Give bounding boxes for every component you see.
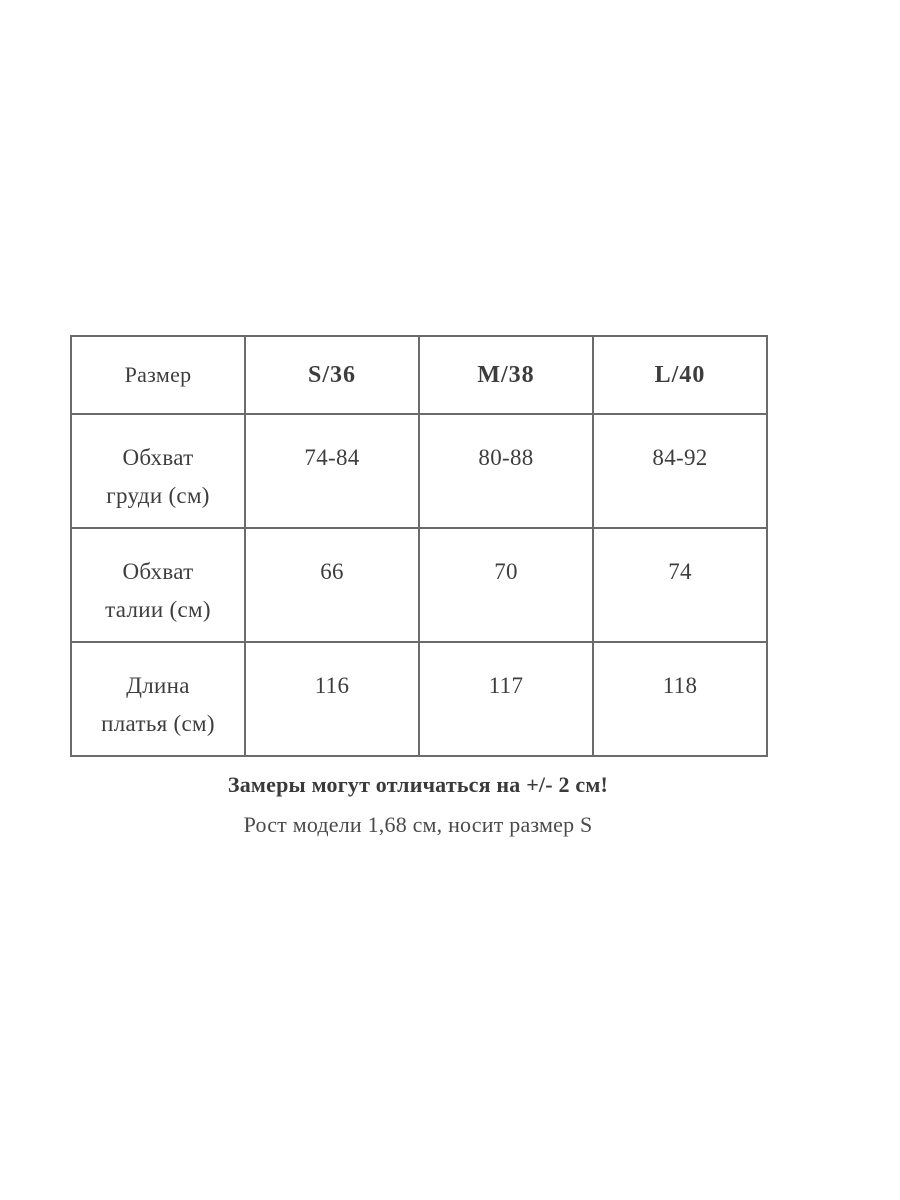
header-size-label <box>71 336 245 414</box>
cell-length-m: 117 <box>419 642 593 756</box>
row-label-length <box>71 642 245 756</box>
cell-bust-l: 84-92 <box>593 414 767 528</box>
header-size-s-text: S/36 <box>307 361 356 388</box>
header-size-s <box>245 336 419 414</box>
header-size-l <box>593 336 767 414</box>
table-row-length <box>71 642 767 756</box>
header-size-m-text: M/38 <box>477 361 535 388</box>
header-size-label-text: Размер <box>124 362 192 387</box>
measurement-notice: Замеры могут отличаться на +/- 2 см! <box>227 772 609 797</box>
cell-waist-l: 74 <box>593 528 767 642</box>
cell-waist-s: 66 <box>245 528 419 642</box>
row-label-waist-line1: Обхват <box>122 559 194 584</box>
size-chart-table <box>70 335 768 757</box>
cell-bust-s: 74-84 <box>245 414 419 528</box>
model-size-note: Рост модели 1,68 см, носит размер S <box>243 812 593 837</box>
cell-waist-m: 70 <box>419 528 593 642</box>
cell-length-s: 116 <box>245 642 419 756</box>
header-size-m <box>419 336 593 414</box>
cell-bust-m: 80-88 <box>419 414 593 528</box>
row-label-length-line2: платья (см) <box>101 711 215 736</box>
row-label-length-line1: Длина <box>126 673 190 698</box>
row-label-bust-line2: груди (см) <box>106 483 210 508</box>
header-size-l-text: L/40 <box>654 361 706 388</box>
row-label-bust-line1: Обхват <box>122 445 194 470</box>
cell-length-l: 118 <box>593 642 767 756</box>
row-label-waist <box>71 528 245 642</box>
row-label-bust <box>71 414 245 528</box>
table-row-waist <box>71 528 767 642</box>
table-header-row <box>71 336 767 414</box>
row-label-waist-line2: талии (см) <box>105 597 211 622</box>
table-row-bust <box>71 414 767 528</box>
